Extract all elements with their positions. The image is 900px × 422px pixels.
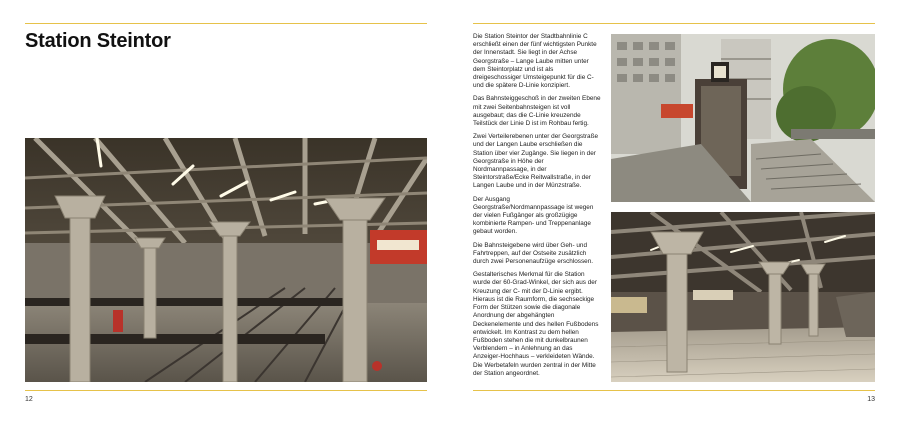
bottom-rule-left — [25, 390, 427, 391]
station-entrance-photo — [611, 34, 875, 202]
bottom-rule-right — [473, 390, 875, 391]
paragraph: Gestalterisches Merkmal für die Station wurde der 60-Grad-Winkel, der sich aus der Kreuzung der C- mit der D-Linie ergibt. Hieraus ist die Raumform, die sechseckige Form der Stützen sowie die diagonale Anordnung der abgehängten Deckenelemente und des hellen Fußbodens entwickelt. Im Kontrast zu dem hellen Fußboden stehen die mit dunkelbraunen Verblendern – in Anlehnung an das Anzeiger-Hochhaus – verkleideten Wände. Die Werbetafeln wurden zentral in der Mitte der Station angeordnet. — [473, 271, 599, 377]
page-number-right: 13 — [867, 396, 875, 403]
top-rule-right — [473, 23, 875, 24]
paragraph: Das Bahnsteiggeschoß in der zweiten Ebene mit zwei Seitenbahnsteigen ist voll ausgebaut; das die C-Linie kreuzende Teilstück der Linie D ist im Rohbau fertig. — [473, 95, 601, 128]
page-number-left: 12 — [25, 396, 33, 403]
station-interior-photo — [25, 138, 427, 382]
top-rule-left — [25, 23, 427, 24]
platform-level-photo — [611, 212, 875, 382]
paragraph: Der Ausgang Georgstraße/Nordmannpassage ist wegen der vielen Fußgänger als großzügige kombinierte Rampen- und Treppenanlage gebaut worden. — [473, 195, 594, 236]
paragraph: Die Bahnsteigebene wird über Geh- und Fahrtreppen, auf der Ostseite zusätzlich durch zwei Personenaufzüge erschlossen. — [473, 241, 594, 266]
paragraph: Zwei Verteilerebenen unter der Georgstraße und der Langen Laube erschließen die Station über vier Zugänge. Sie liegen in der Georgstraße in Höhe der Nordmannpassage, in der Steintorstraße/Ecke Reitwallstraße, in der Langen Laube und in der Münzstraße. — [473, 133, 599, 190]
article-text — [473, 33, 601, 383]
paragraph: Die Station Steintor der Stadtbahnlinie C erschließt einen der fünf wichtigsten Punkte der Innenstadt. Sie liegt in der Achse Georgstraße – Lange Laube mitten unter dem Steintorplatz und ist als dreigeschossiger Umsteigepunkt für die C- und die spätere D-Linie konzipiert. — [473, 33, 597, 90]
page-title: Station Steintor — [25, 30, 171, 52]
